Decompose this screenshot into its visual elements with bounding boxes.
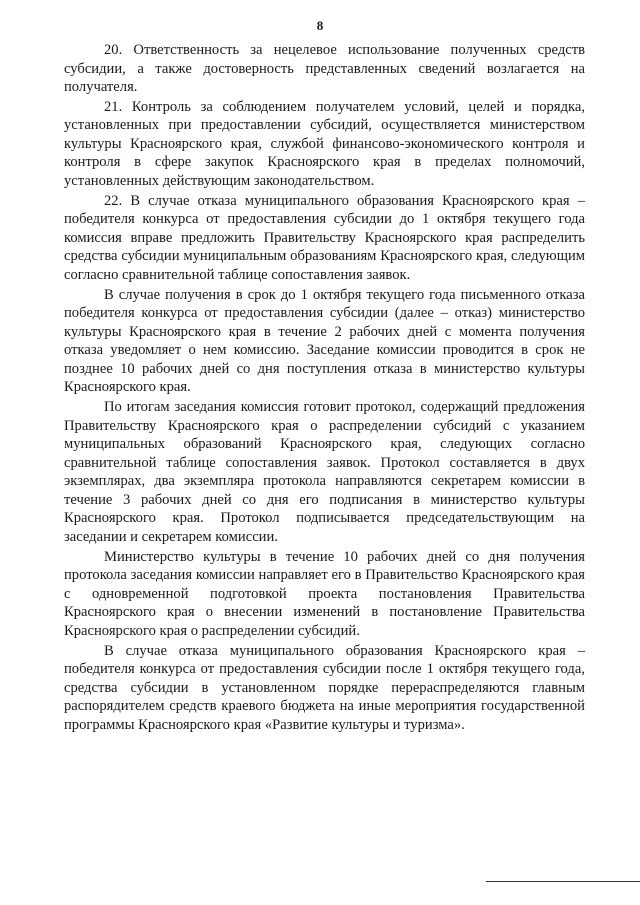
paragraph-21: 21. Контроль за соблюдением получателем условий, целей и порядка, установленных при предоставлении субсидий, осуществляется министерством культуры Красноярского края, службой финансово-экономического контроля и контроля в сфере закупок Красноярского края в пределах полномочий, установленных действующим законодательством. (64, 98, 585, 190)
paragraph-22: 22. В случае отказа муниципального образования Красноярского края – победителя конкурса от предоставления субсидии до 1 октября текущего года комиссия вправе предложить Правительству Красноярского края распределить средства субсидии муниципальным образованиям Красноярского края, следующим согласно сравнительной таблице сопоставления заявок. (64, 192, 585, 283)
paragraph-20: 20. Ответственность за нецелевое использование полученных средств субсидии, а также достоверность представленных сведений возлагается на получателя. (64, 42, 585, 96)
paragraph-ministry-action: Министерство культуры в течение 10 рабочих дней со дня получения протокола заседания комиссии направляет его в Правительство Красноярского края с одновременной подготовкой проекта постановления Правительства Красноярского края о внесении изменений в постановление Правительства Красноярского края о распределении субсидий. (64, 548, 585, 639)
paragraph-late-refusal: В случае отказа муниципального образования Красноярского края – победителя конкурса от предоставления субсидии после 1 октября текущего года, средства субсидии в установленном порядке перераспределяются главным распорядителем средств краевого бюджета на иные мероприятия государственной программы Красноярского края «Развитие культуры и туризма». (64, 642, 585, 733)
paragraph-protocol: По итогам заседания комиссия готовит протокол, содержащий предложения Правительству Красноярского края о распределении субсидий с указанием муниципальных образований Красноярского края, следующих согласно сравнительной таблице сопоставления заявок. Протокол составляется в двух экземплярах, два экземпляра протокола направляются секретарем комиссии в течение 3 рабочих дней со дня его подписания в министерство культуры Красноярского края. Протокол подписывается председательствующим на заседании и секретарем комиссии. (64, 399, 585, 545)
document-body (64, 41, 585, 736)
page-number: 8 (316, 18, 324, 33)
paragraph-refusal-notice: В случае получения в срок до 1 октября текущего года письменного отказа победителя конкурса от предоставления субсидии (далее – отказ) министерство культуры Красноярского края в течение 2 рабочих дней с момента получения отказа уведомляет о нем комиссию. Заседание комиссии проводится в срок не позднее 10 рабочих дней со дня поступления отказа в министерство культуры Красноярского края. (64, 286, 585, 396)
footer-rule (486, 881, 640, 882)
